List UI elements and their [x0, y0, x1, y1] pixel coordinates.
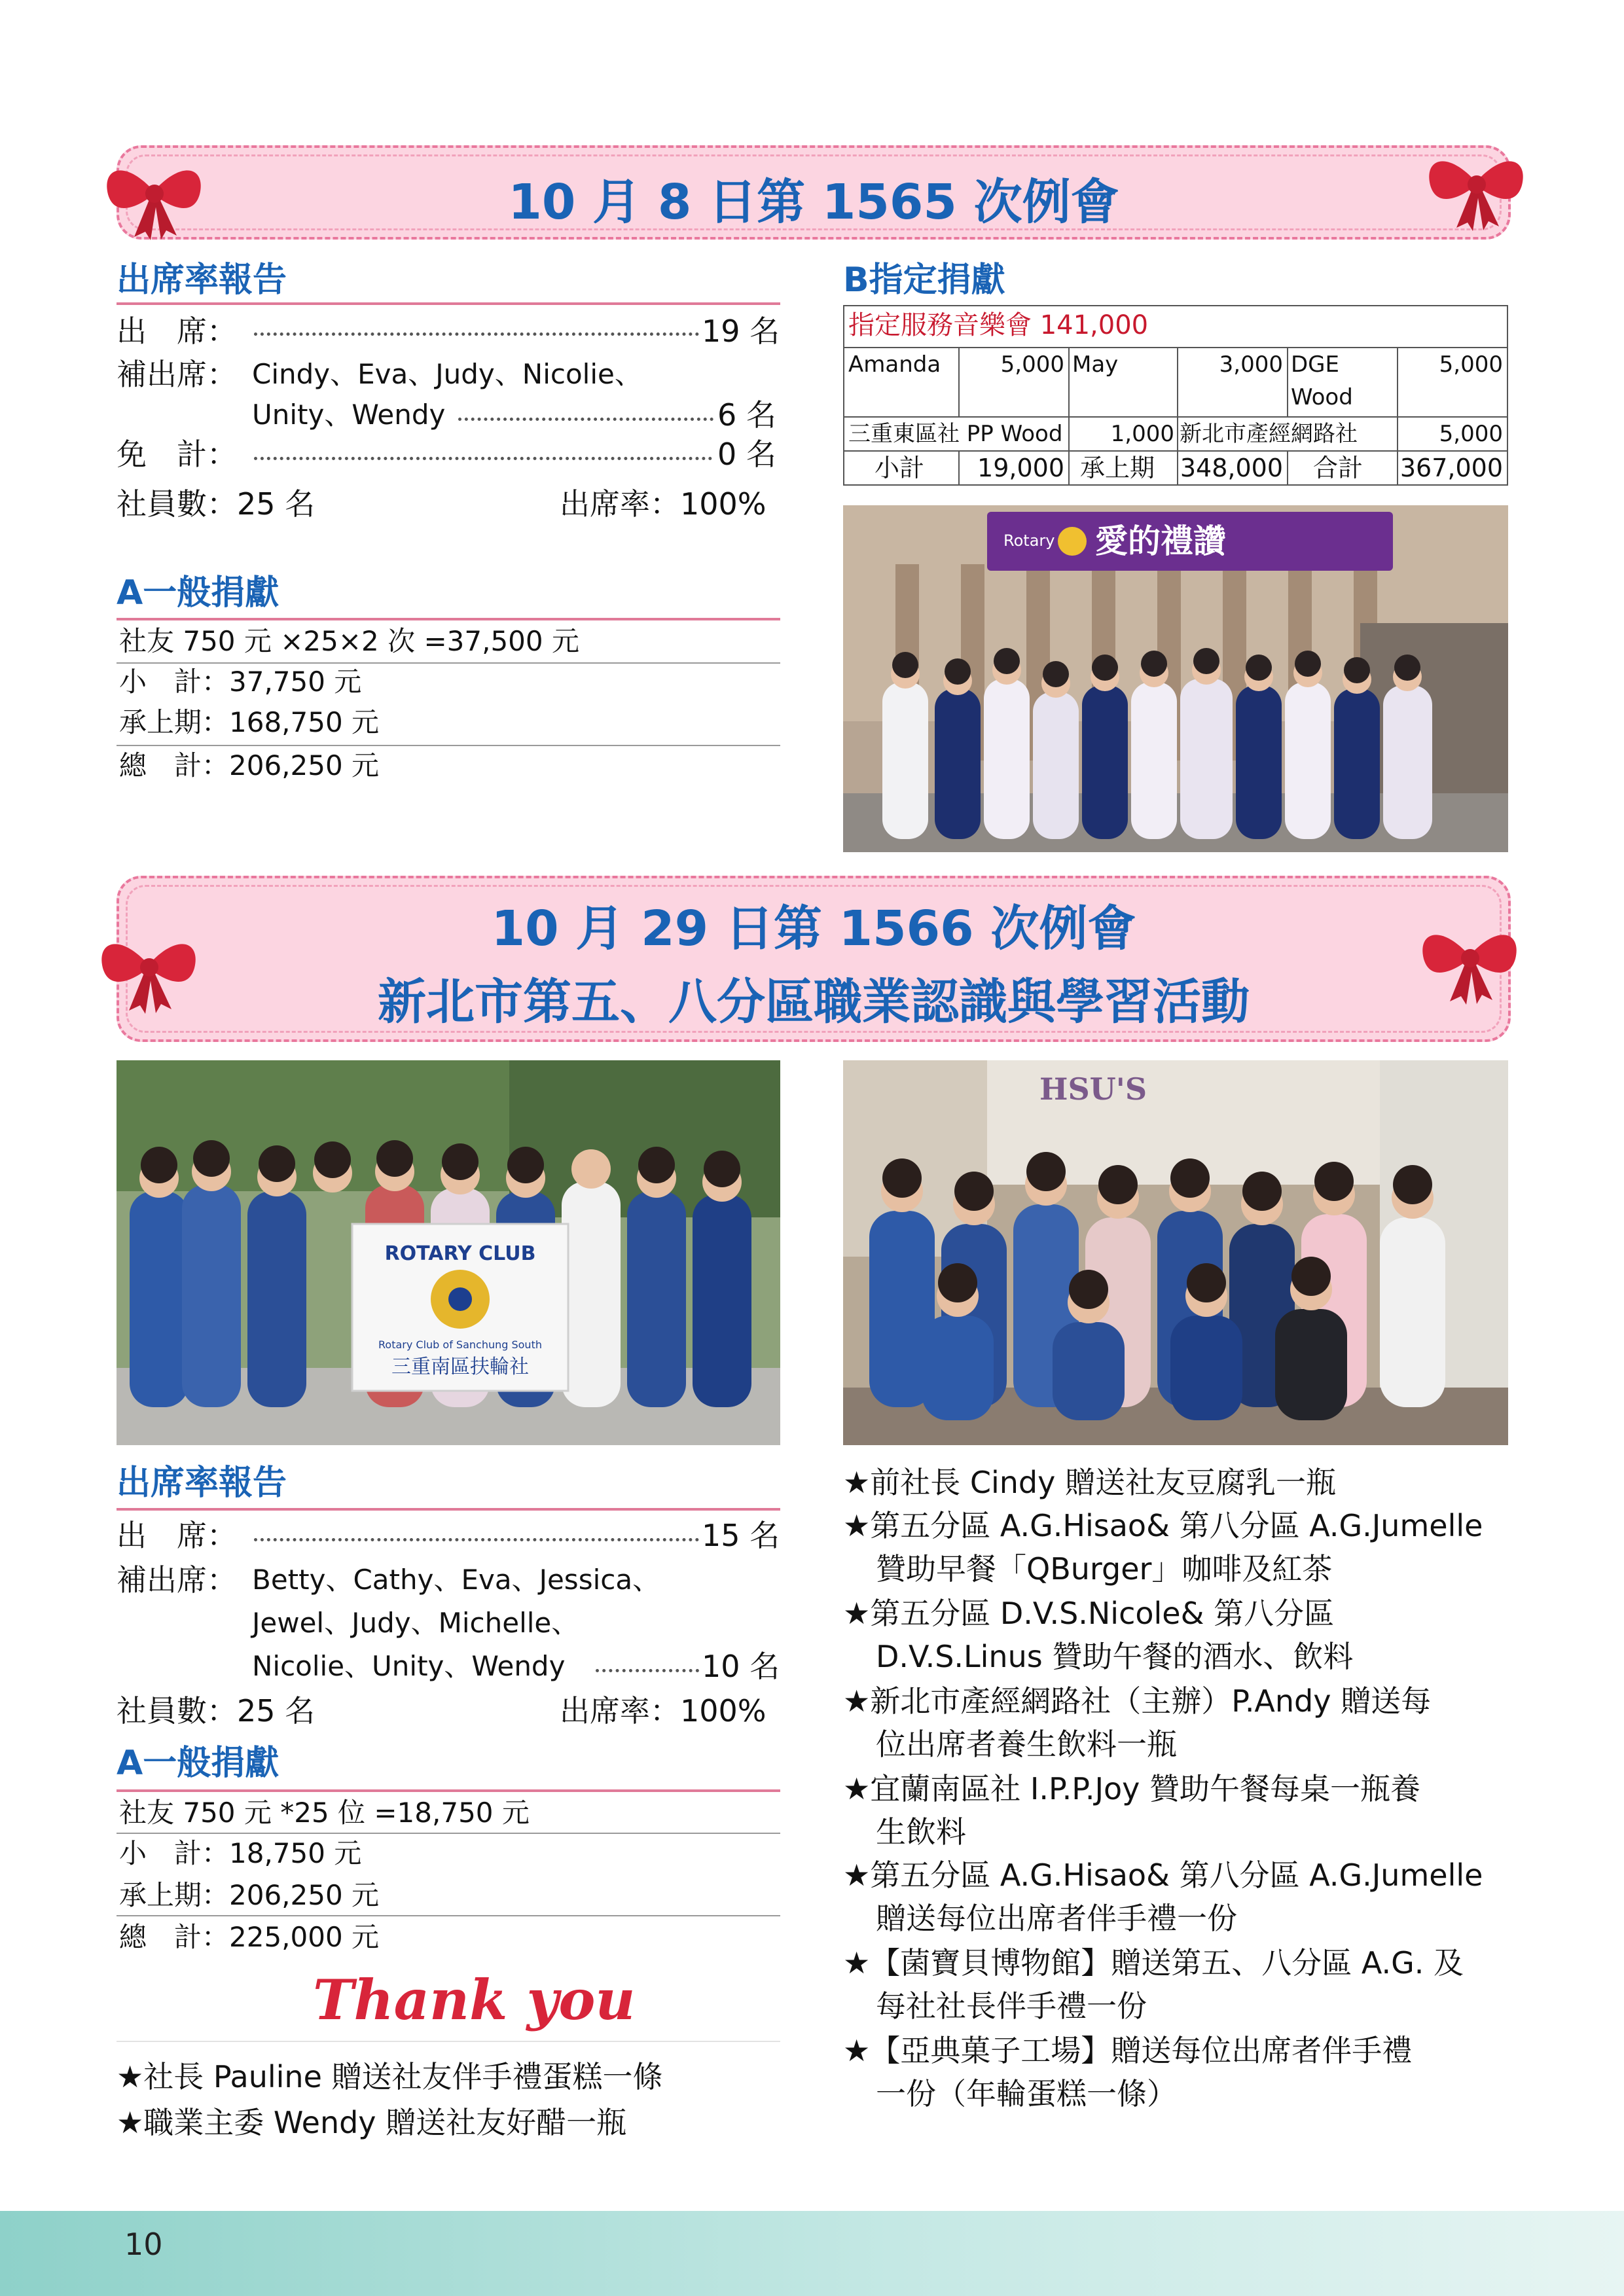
- makeup-names: Nicolie、Unity、Wendy: [252, 1650, 566, 1682]
- meeting1-title: 10 月 8 日第 1565 次例會: [508, 174, 1119, 230]
- rotary-flag-group-photo: [117, 1060, 780, 1445]
- page-footer: [0, 2211, 1624, 2296]
- banner-brand: Rotary: [1003, 531, 1055, 550]
- makeup-label: 補出席：: [117, 357, 237, 392]
- thanks-item: ★社長 Pauline 贈送社友伴手禮蛋糕一條: [117, 2059, 663, 2094]
- ribbon-bow-icon: [98, 145, 209, 243]
- table-cell: DGE: [1291, 351, 1340, 378]
- table-header: 指定服務音樂會 141,000: [848, 310, 1149, 340]
- table-cell: 合計: [1313, 454, 1363, 482]
- dot-leader: [254, 457, 712, 460]
- thanks-item: ★第五分區 D.V.S.Nicole& 第八分區: [843, 1596, 1335, 1631]
- thanks-item-cont: 生飲料: [876, 1814, 966, 1850]
- flag-small-text: Rotary Club of Sanchung South: [378, 1338, 542, 1351]
- dot-leader: [254, 1538, 699, 1541]
- table-cell: May: [1072, 351, 1119, 378]
- divider: [117, 302, 780, 305]
- thank-you-script: Thank you: [313, 1967, 636, 2032]
- table-cell: Amanda: [848, 351, 941, 378]
- makeup-names: Cindy、Eva、Judy、Nicolie、: [252, 358, 642, 390]
- makeup-value: 10 名: [702, 1649, 780, 1684]
- thanks-item-cont: 每社社長伴手禮一份: [876, 1988, 1147, 2024]
- exempt-value: 0 名: [717, 437, 776, 472]
- table-cell: 承上期: [1080, 454, 1155, 482]
- table-cell: 小計: [875, 454, 925, 482]
- flag-club-text: ROTARY CLUB: [384, 1242, 536, 1265]
- table-cell: 1,000: [1110, 421, 1174, 447]
- general-donation-heading: A一般捐獻: [117, 1744, 280, 1783]
- hsus-group-photo: [843, 1060, 1508, 1445]
- table-cell: 三重東區社 PP Wood: [848, 421, 1063, 447]
- attendance-heading: 出席率報告: [117, 260, 287, 300]
- thanks-item: ★第五分區 A.G.Hisao& 第八分區 A.G.Jumelle: [843, 1508, 1483, 1543]
- present-label: 出 席：: [117, 314, 237, 349]
- donation-carried: 承上期：206,250 元: [119, 1879, 380, 1911]
- donation-total: 總 計：206,250 元: [119, 749, 380, 781]
- thanks-item-cont: 贈送每位出席者伴手禮一份: [876, 1901, 1237, 1936]
- thanks-item-cont: 一份（年輪蛋糕一條）: [876, 2076, 1177, 2111]
- thanks-item: ★宜蘭南區社 I.P.P.Joy 贊助午餐每桌一瓶養: [843, 1771, 1420, 1806]
- hsus-logo-text: HSU'S: [1039, 1071, 1147, 1107]
- dot-leader: [458, 418, 713, 421]
- divider: [117, 1915, 780, 1916]
- table-cell: 新北市產經網路社: [1180, 421, 1358, 447]
- table-cell: 348,000: [1180, 454, 1283, 482]
- attendance-rate: 出席率：100%: [560, 486, 767, 522]
- present-value: 15 名: [702, 1518, 780, 1553]
- exempt-label: 免 計：: [117, 437, 237, 472]
- thanks-item: ★第五分區 A.G.Hisao& 第八分區 A.G.Jumelle: [843, 1857, 1483, 1893]
- member-count: 社員數：25 名: [117, 486, 316, 522]
- thanks-item-cont: 贊助早餐「QBurger」咖啡及紅茶: [876, 1551, 1333, 1587]
- attendance-heading: 出席率報告: [117, 1463, 287, 1503]
- present-value: 19 名: [702, 314, 780, 349]
- member-count: 社員數：25 名: [117, 1693, 316, 1729]
- donation-subtotal: 小 計：18,750 元: [119, 1837, 362, 1869]
- divider: [117, 618, 780, 620]
- donation-line: 社友 750 元 ×25×2 次 =37,500 元: [119, 625, 579, 657]
- meeting2-banner: [117, 876, 1511, 1042]
- meeting2-subtitle: 新北市第五、八分區職業認識與學習活動: [378, 974, 1250, 1030]
- thanks-item: ★職業主委 Wendy 贈送社友好醋一瓶: [117, 2105, 627, 2140]
- present-label: 出 席：: [117, 1518, 237, 1553]
- dot-leader: [596, 1669, 699, 1672]
- dot-leader: [254, 332, 699, 336]
- makeup-names: Unity、Wendy: [252, 399, 446, 431]
- divider: [117, 1789, 780, 1792]
- meeting1-banner: [117, 145, 1511, 240]
- table-cell: Wood: [1291, 384, 1353, 410]
- ribbon-bow-icon: [93, 919, 204, 1017]
- makeup-names: Betty、Cathy、Eva、Jessica、: [252, 1564, 660, 1596]
- banner-title: 愛的禮讚: [1095, 522, 1226, 560]
- concert-group-photo: [843, 505, 1508, 852]
- page-number: 10: [124, 2227, 163, 2262]
- thanks-item-cont: D.V.S.Linus 贊助午餐的酒水、飲料: [876, 1639, 1354, 1674]
- table-cell: 3,000: [1219, 351, 1283, 378]
- makeup-label: 補出席：: [117, 1562, 237, 1598]
- thanks-item: ★前社長 Cindy 贈送社友豆腐乳一瓶: [843, 1465, 1336, 1500]
- table-cell: 19,000: [977, 454, 1064, 482]
- table-cell: 5,000: [1439, 351, 1503, 378]
- divider: [117, 1508, 780, 1511]
- makeup-names: Jewel、Judy、Michelle、: [252, 1607, 579, 1639]
- designated-donation-heading: B指定捐獻: [843, 260, 1005, 300]
- divider: [117, 2041, 780, 2042]
- table-cell: 367,000: [1399, 454, 1503, 482]
- makeup-value: 6 名: [717, 397, 776, 433]
- donation-subtotal: 小 計：37,750 元: [119, 666, 362, 698]
- donation-line: 社友 750 元 *25 位 =18,750 元: [119, 1797, 530, 1829]
- table-cell: 5,000: [1000, 351, 1064, 378]
- thanks-item-cont: 位出席者養生飲料一瓶: [876, 1727, 1177, 1762]
- flag-club-name: 三重南區扶輪社: [391, 1355, 529, 1378]
- ribbon-bow-icon: [1414, 910, 1525, 1008]
- designated-donation-table: [843, 305, 1508, 486]
- ribbon-bow-icon: [1420, 136, 1532, 234]
- thanks-item: ★新北市產經網路社（主辦）P.Andy 贈送每: [843, 1683, 1432, 1719]
- attendance-rate: 出席率：100%: [560, 1693, 767, 1729]
- donation-total: 總 計：225,000 元: [119, 1921, 380, 1953]
- general-donation-heading: A一般捐獻: [117, 573, 280, 613]
- meeting2-title: 10 月 29 日第 1566 次例會: [491, 901, 1136, 957]
- table-cell: 5,000: [1439, 421, 1503, 447]
- thanks-item: ★【亞典菓子工場】贈送每位出席者伴手禮: [843, 2033, 1413, 2068]
- thanks-item: ★【菌寶貝博物館】贈送第五、八分區 A.G. 及: [843, 1945, 1464, 1981]
- donation-carried: 承上期：168,750 元: [119, 706, 380, 738]
